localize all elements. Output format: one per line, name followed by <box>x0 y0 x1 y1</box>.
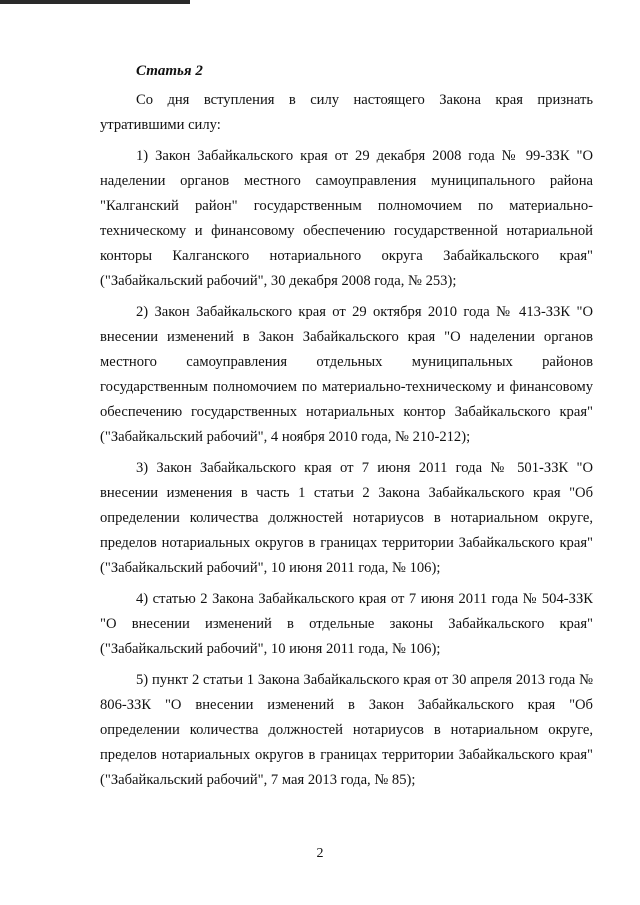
article-heading: Статья 2 <box>136 63 203 79</box>
list-item-1: 1) Закон Забайкальского края от 29 декабря 2008 года № 99-ЗЗК "О наделении органов местного самоуправления муниципального района "Калганский район" государственным полномочием по материально-техническому и финансовому обеспечению государственной нотариальной конторы Калганского нотариального округа Забайкальского края" ("Забайкальский рабочий", 30 декабря 2008 года, № 253); <box>100 148 593 289</box>
intro-paragraph: Со дня вступления в силу настоящего Закона края признать утратившими силу: <box>100 92 593 133</box>
list-item-5: 5) пункт 2 статьи 1 Закона Забайкальского края от 30 апреля 2013 года № 806-ЗЗК "О внесении изменений в Закон Забайкальского края "Об определении количества должностей нотариусов в нотариальном округе, пределов нотариальных округов в границах территории Забайкальского края" ("Забайкальский рабочий", 7 мая 2013 года, № 85); <box>100 672 593 788</box>
list-item-3: 3) Закон Забайкальского края от 7 июня 2011 года № 501-ЗЗК "О внесении изменения в часть 1 статьи 2 Закона Забайкальского края "Об определении количества должностей нотариусов в нотариальном округе, пределов нотариальных округов в границах территории Забайкальского края" ("Забайкальский рабочий", 10 июня 2011 года, № 106); <box>100 460 593 576</box>
list-item-4: 4) статью 2 Закона Забайкальского края от 7 июня 2011 года № 504-ЗЗК "О внесении изменений в отдельные законы Забайкальского края" ("Забайкальский рабочий", 10 июня 2011 года, № 106); <box>100 591 593 657</box>
scan-edge-bar <box>0 0 190 4</box>
list-item-2: 2) Закон Забайкальского края от 29 октября 2010 года № 413-ЗЗК "О внесении изменений в Закон Забайкальского края "О наделении органов местного самоуправления отдельных муниципальных районов государственным полномочием по материально-техническому и финансовому обеспечению государственных нотариальных контор Забайкальского края" ("Забайкальский рабочий", 4 ноября 2010 года, № 210-212); <box>100 304 593 445</box>
document-body <box>100 58 593 799</box>
page-number: 2 <box>316 846 324 861</box>
